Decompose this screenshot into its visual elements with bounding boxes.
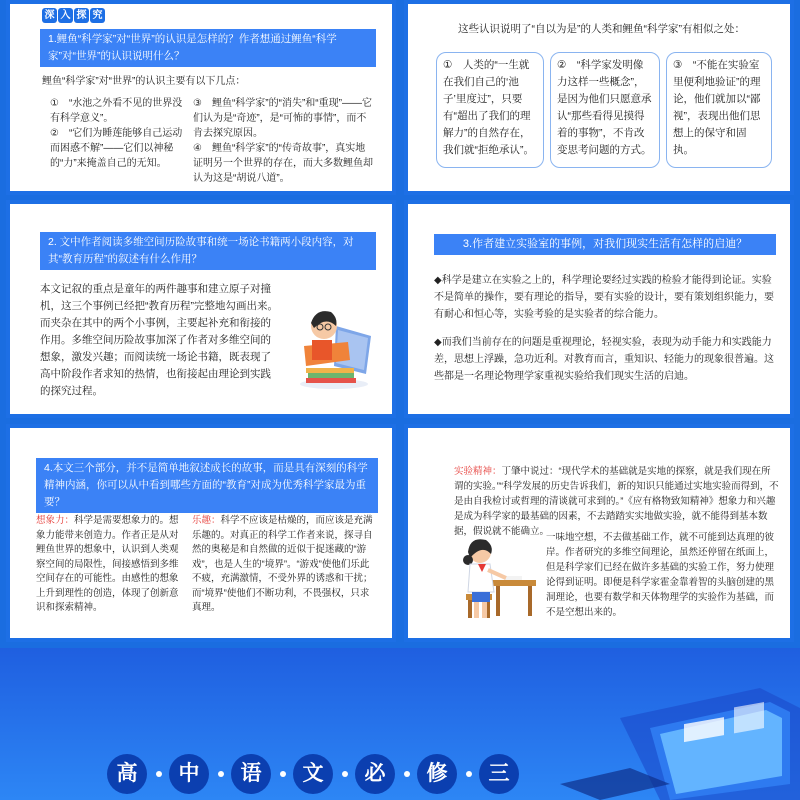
banner-char: 中 [169, 754, 209, 794]
imagination-text [36, 514, 184, 616]
paragraph-1 [454, 464, 780, 539]
point-box: ③ “不能在实验室里便利地验证”的理论，他们就加以“鄙视”，表现出他们思想上的保守和固执。 [666, 52, 772, 168]
banner-char: 修 [417, 754, 457, 794]
tag-char: 究 [90, 8, 105, 23]
section-tag [42, 8, 105, 23]
imagination-label: 想象力： [36, 515, 75, 526]
fun-body: 科学不应该是枯燥的，而应该是充满乐趣的。对真正的科学工作者来说，探寻自然的奥秘是和自然做的近似于捉迷藏的“游戏”，也是人生的“境界”。“游戏”使他们乐此不疲，充满激情，不受外界的诱惑和干扰；而“境界”使他们不断功利，不畏强权，只求真理。 [192, 515, 373, 613]
tag-char: 深 [42, 8, 57, 23]
paragraph-2: 一味地空想，不去做基础工作，就不可能到达真理的彼岸。作者研究的多维空间理论，虽然还停留在纸面上，但是科学家们已经在做许多基础的实验工作，努力使理论得到证明。即便是科学家霍金靠着智的头脑创建的黑洞理论，也要有数学和天体物理学的实验作为基础，而不是空想出来的。 [546, 532, 775, 618]
paragraph-1: ◆科学是建立在实验之上的，科学理论要经过实践的检验才能得到论证。实验不是简单的操作，要有理论的指导，要有实验的设计，要有策划组织能力，要有耐心和恒心等，实验考验的是实验者的综合能力。 [434, 275, 774, 320]
question-bar: 2. 文中作者阅读多维空间历险故事和统一场论书籍两小段内容，对其“教育历程”的叙述有什么作用？ [40, 232, 376, 270]
banner-dot [404, 771, 410, 777]
tag-char: 探 [74, 8, 89, 23]
banner-char: 语 [231, 754, 271, 794]
device-illustration [560, 688, 800, 800]
slide-scientific-spirit [6, 424, 396, 642]
point-box: ① 人类的“一生就在我们自己的‘池子’里度过”，只要有“超出了我们的理解力”的自然存在，我们就“拒绝承认”。 [436, 52, 544, 168]
banner-dot [218, 771, 224, 777]
banner-char: 三 [479, 754, 519, 794]
tag-char: 入 [58, 8, 73, 23]
banner-dot [156, 771, 162, 777]
body-text: 本文记叙的重点是童年的两件趣事和建立原子对撞机，这三个事例已经把“教育历程”完整地勾画出来。而夹杂在其中的两个小事例，主要起补充和衔接的作用。多维空间历险故事加深了作者对多维空间的想象，激发兴趣；而阅读统一场论书籍，既表现了高中阶段作者求知的热情，也衔接起由理论到实践的探究过程。 [40, 283, 278, 397]
banner-char: 必 [355, 754, 395, 794]
paragraph-2: ◆而我们当前存在的问题是重视理论，轻视实验，表现为动手能力和实践能力差，思想上浮躁，急功近利。对教育而言，重知识、轻能力的现象很普遍。这些都是一名理论物理学家重视实验给我们现实生活的启迪。 [434, 337, 774, 382]
experiment-label: 实验精神： [454, 466, 502, 477]
slide-lab-inspiration [404, 200, 794, 418]
banner-dot [466, 771, 472, 777]
point-box: ② “科学家发明像力这样一些概念”，是因为他们只愿意承认“那些看得见摸得着的事物”，不肯改变思考问题的方式。 [550, 52, 660, 168]
studying-girl-illustration [448, 530, 544, 626]
banner-char: 文 [293, 754, 333, 794]
question-bar: 1.鲤鱼“科学家”对“世界”的认识是怎样的？作者想通过鲤鱼“科学家”对“世界”的认识说明什么？ [40, 29, 376, 67]
points-left: ① “水池之外看不见的世界没有科学意义”。 ② “它们为睡莲能够自己运动而困惑不解”——它们以神秘的“力”来掩盖自己的无知。 [50, 98, 183, 169]
banner-dot [280, 771, 286, 777]
intro-text: 这些认识说明了“自以为是”的人类和鲤鱼“科学家”有相似之处： [458, 23, 745, 35]
imagination-body: 科学是需要想象力的。想象力能带来创造力。作者正是从对鲤鱼世界的想象中，认识到人类观察空间的局限性，间接感悟到多维空间存在的可能性。由感性的想象上升到理性的创造，体现了创新意识和探索精神。 [36, 515, 179, 613]
fun-text [192, 514, 376, 616]
slide-carp-scientist [6, 0, 396, 195]
reading-child-illustration [286, 296, 382, 392]
banner-dot [342, 771, 348, 777]
paragraph-1-body: 丁肇中说过：“现代学术的基础就是实地的探察，就是我们现在所谓的实验。”“科学发展的历史告诉我们，新的知识只能通过实地实验而得到，不是由自我检讨或哲理的清谈就可求到的。”《应有格物致知精神》想象力和兴趣是成为科学家的最基础的因素，不去踏踏实实地做实验，就不能得到基本数据，假说就不能确立。 [454, 466, 779, 537]
banner-char: 高 [107, 754, 147, 794]
fun-label: 乐趣： [192, 515, 221, 526]
question-bar: 3.作者建立实验室的事例，对我们现实生活有怎样的启迪？ [434, 234, 776, 255]
slide-education-course [6, 200, 396, 418]
intro-text: 鲤鱼“科学家”对“世界”的认识主要有以下几点： [42, 76, 246, 87]
slide-experiment-spirit [404, 424, 794, 642]
points-right: ③ 鲤鱼“科学家”的“消失”和“重现”——它们认为是“奇迹”，是“可怖的事情”，而不肯去探究原因。 ④ 鲤鱼“科学家”的“传奇故事”，真实地证明另一个世界的存在，而大多数鲤鱼却认为这是“胡说八道”。 [193, 98, 373, 184]
slide-human-similarity [404, 0, 794, 195]
question-bar: 4.本文三个部分，并不是简单地叙述成长的故事，而是具有深刻的科学精神内涵，你可以从中看到哪些方面的“教育”对成为优秀科学家最为重要？ [36, 458, 378, 513]
